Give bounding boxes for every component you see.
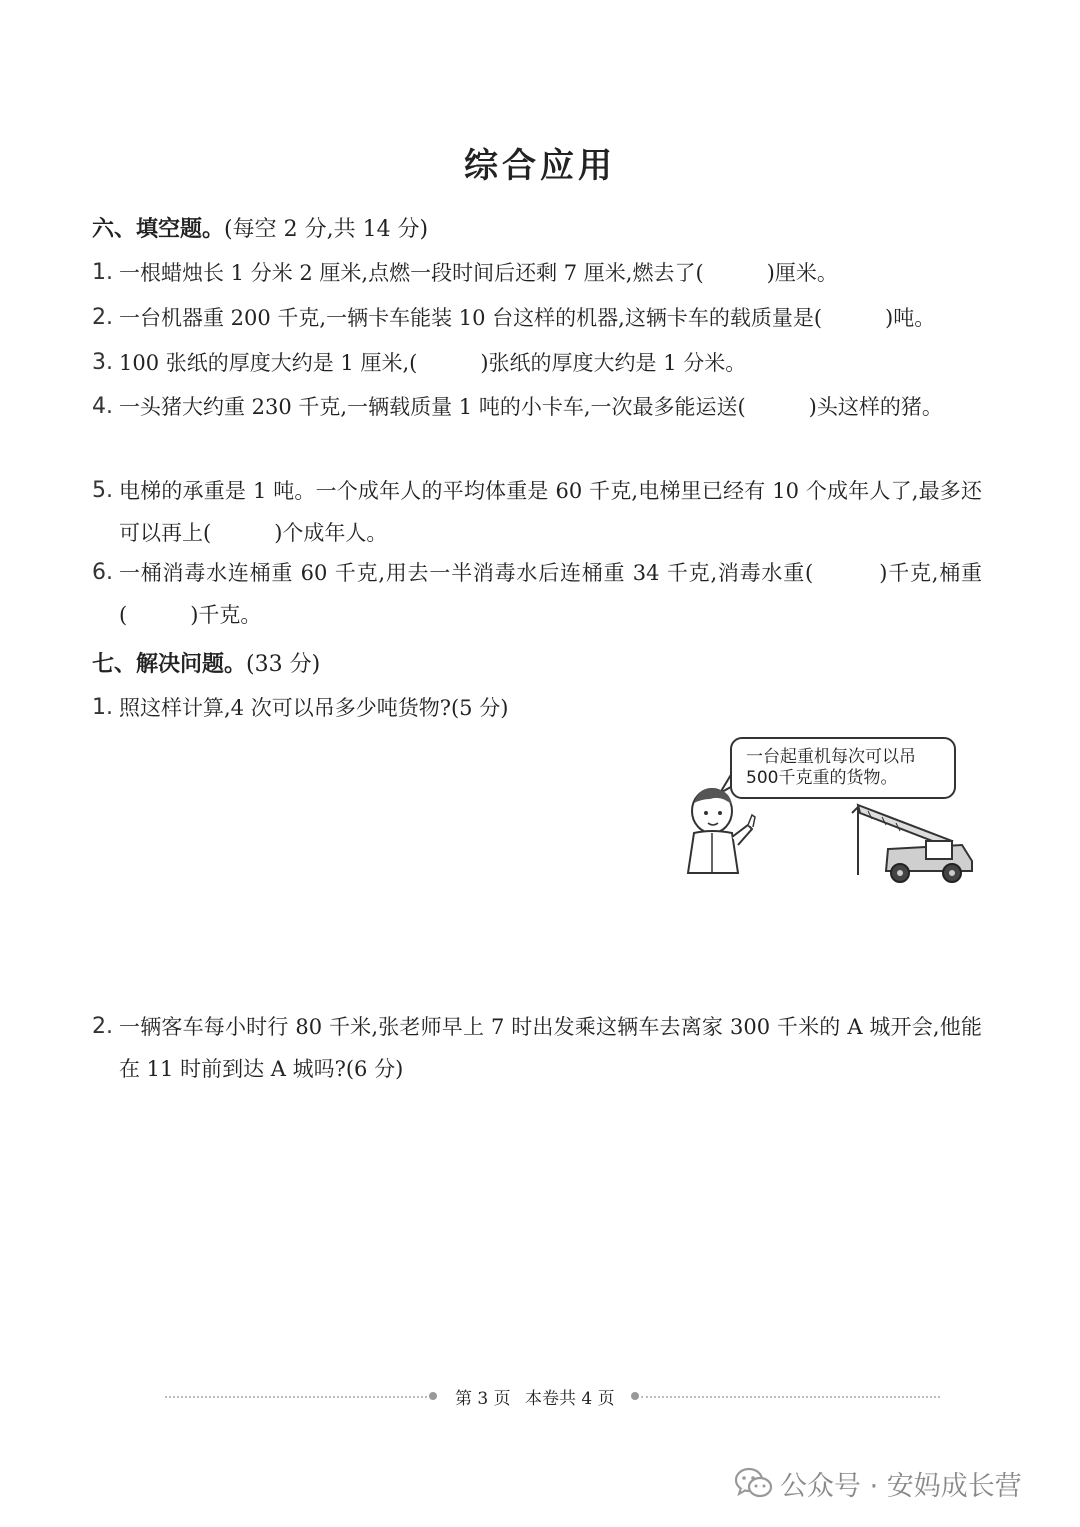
fill-question-1 [92,252,982,294]
question-number: 6. [92,560,113,585]
footer-dot-left [429,1392,437,1400]
section-seven-label: 七、解决问题。 [92,652,247,677]
section-seven-score: (33 分) [246,652,321,677]
fill-question-2 [92,297,982,339]
footer-divider-right [641,1396,940,1398]
question-text: 电梯的承重是 1 吨。一个成年人的平均体重是 60 千克,电梯里已经有 10 个成年人了,最多还可以再上( )个成年人。 [119,479,982,545]
page-footer [165,1384,940,1408]
question-number: 3. [92,350,113,375]
question-text: 100 张纸的厚度大约是 1 厘米,( )张纸的厚度大约是 1 分米。 [119,351,747,375]
footer-divider-left [165,1396,427,1398]
crane-illustration [682,733,982,883]
footer-total-pages: 本卷共 4 页 [525,1389,615,1409]
solve-question-1 [92,687,982,729]
watermark-text: 公众号 · 安妈成长营 [780,1471,1022,1502]
question-number: 1. [92,260,113,285]
bubble-line-1: 一台起重机每次可以吊 [746,747,916,767]
fill-question-6 [92,552,982,636]
bubble-line-2: 500千克重的货物。 [746,768,898,788]
section-six-score: (每空 2 分,共 14 分) [224,217,429,242]
section-six-heading [92,212,428,243]
question-number: 2. [92,1014,113,1039]
footer-page-number: 第 3 页 [455,1389,511,1409]
question-number: 5. [92,478,113,503]
question-text: 一根蜡烛长 1 分米 2 厘米,点燃一段时间后还剩 7 厘米,燃去了( )厘米。 [119,261,838,285]
solve-question-2 [92,1006,982,1090]
wechat-icon [734,1466,774,1500]
question-number: 2. [92,305,113,330]
question-text: 照这样计算,4 次可以吊多少吨货物?(5 分) [119,696,509,720]
page-title: 综合应用 [464,146,616,186]
question-number: 1. [92,695,113,720]
question-text: 一桶消毒水连桶重 60 千克,用去一半消毒水后连桶重 34 千克,消毒水重( )千克,桶重( )千克。 [119,561,982,627]
question-text: 一辆客车每小时行 80 千米,张老师早上 7 时出发乘这辆车去离家 300 千米的 A 城开会,他能在 11 时前到达 A 城吗?(6 分) [119,1015,982,1081]
section-seven-heading [92,647,320,678]
fill-question-3 [92,342,982,384]
fill-question-4 [92,386,982,428]
question-text: 一头猪大约重 230 千克,一辆载质量 1 吨的小卡车,一次最多能运送( )头这样的猪。 [119,395,943,419]
section-six-label: 六、填空题。 [92,217,225,242]
speech-bubble [730,737,956,799]
question-text: 一台机器重 200 千克,一辆卡车能装 10 台这样的机器,这辆卡车的载质量是( )吨。 [119,306,936,330]
question-number: 4. [92,394,113,419]
footer-dot-right [631,1392,639,1400]
fill-question-5 [92,470,982,554]
